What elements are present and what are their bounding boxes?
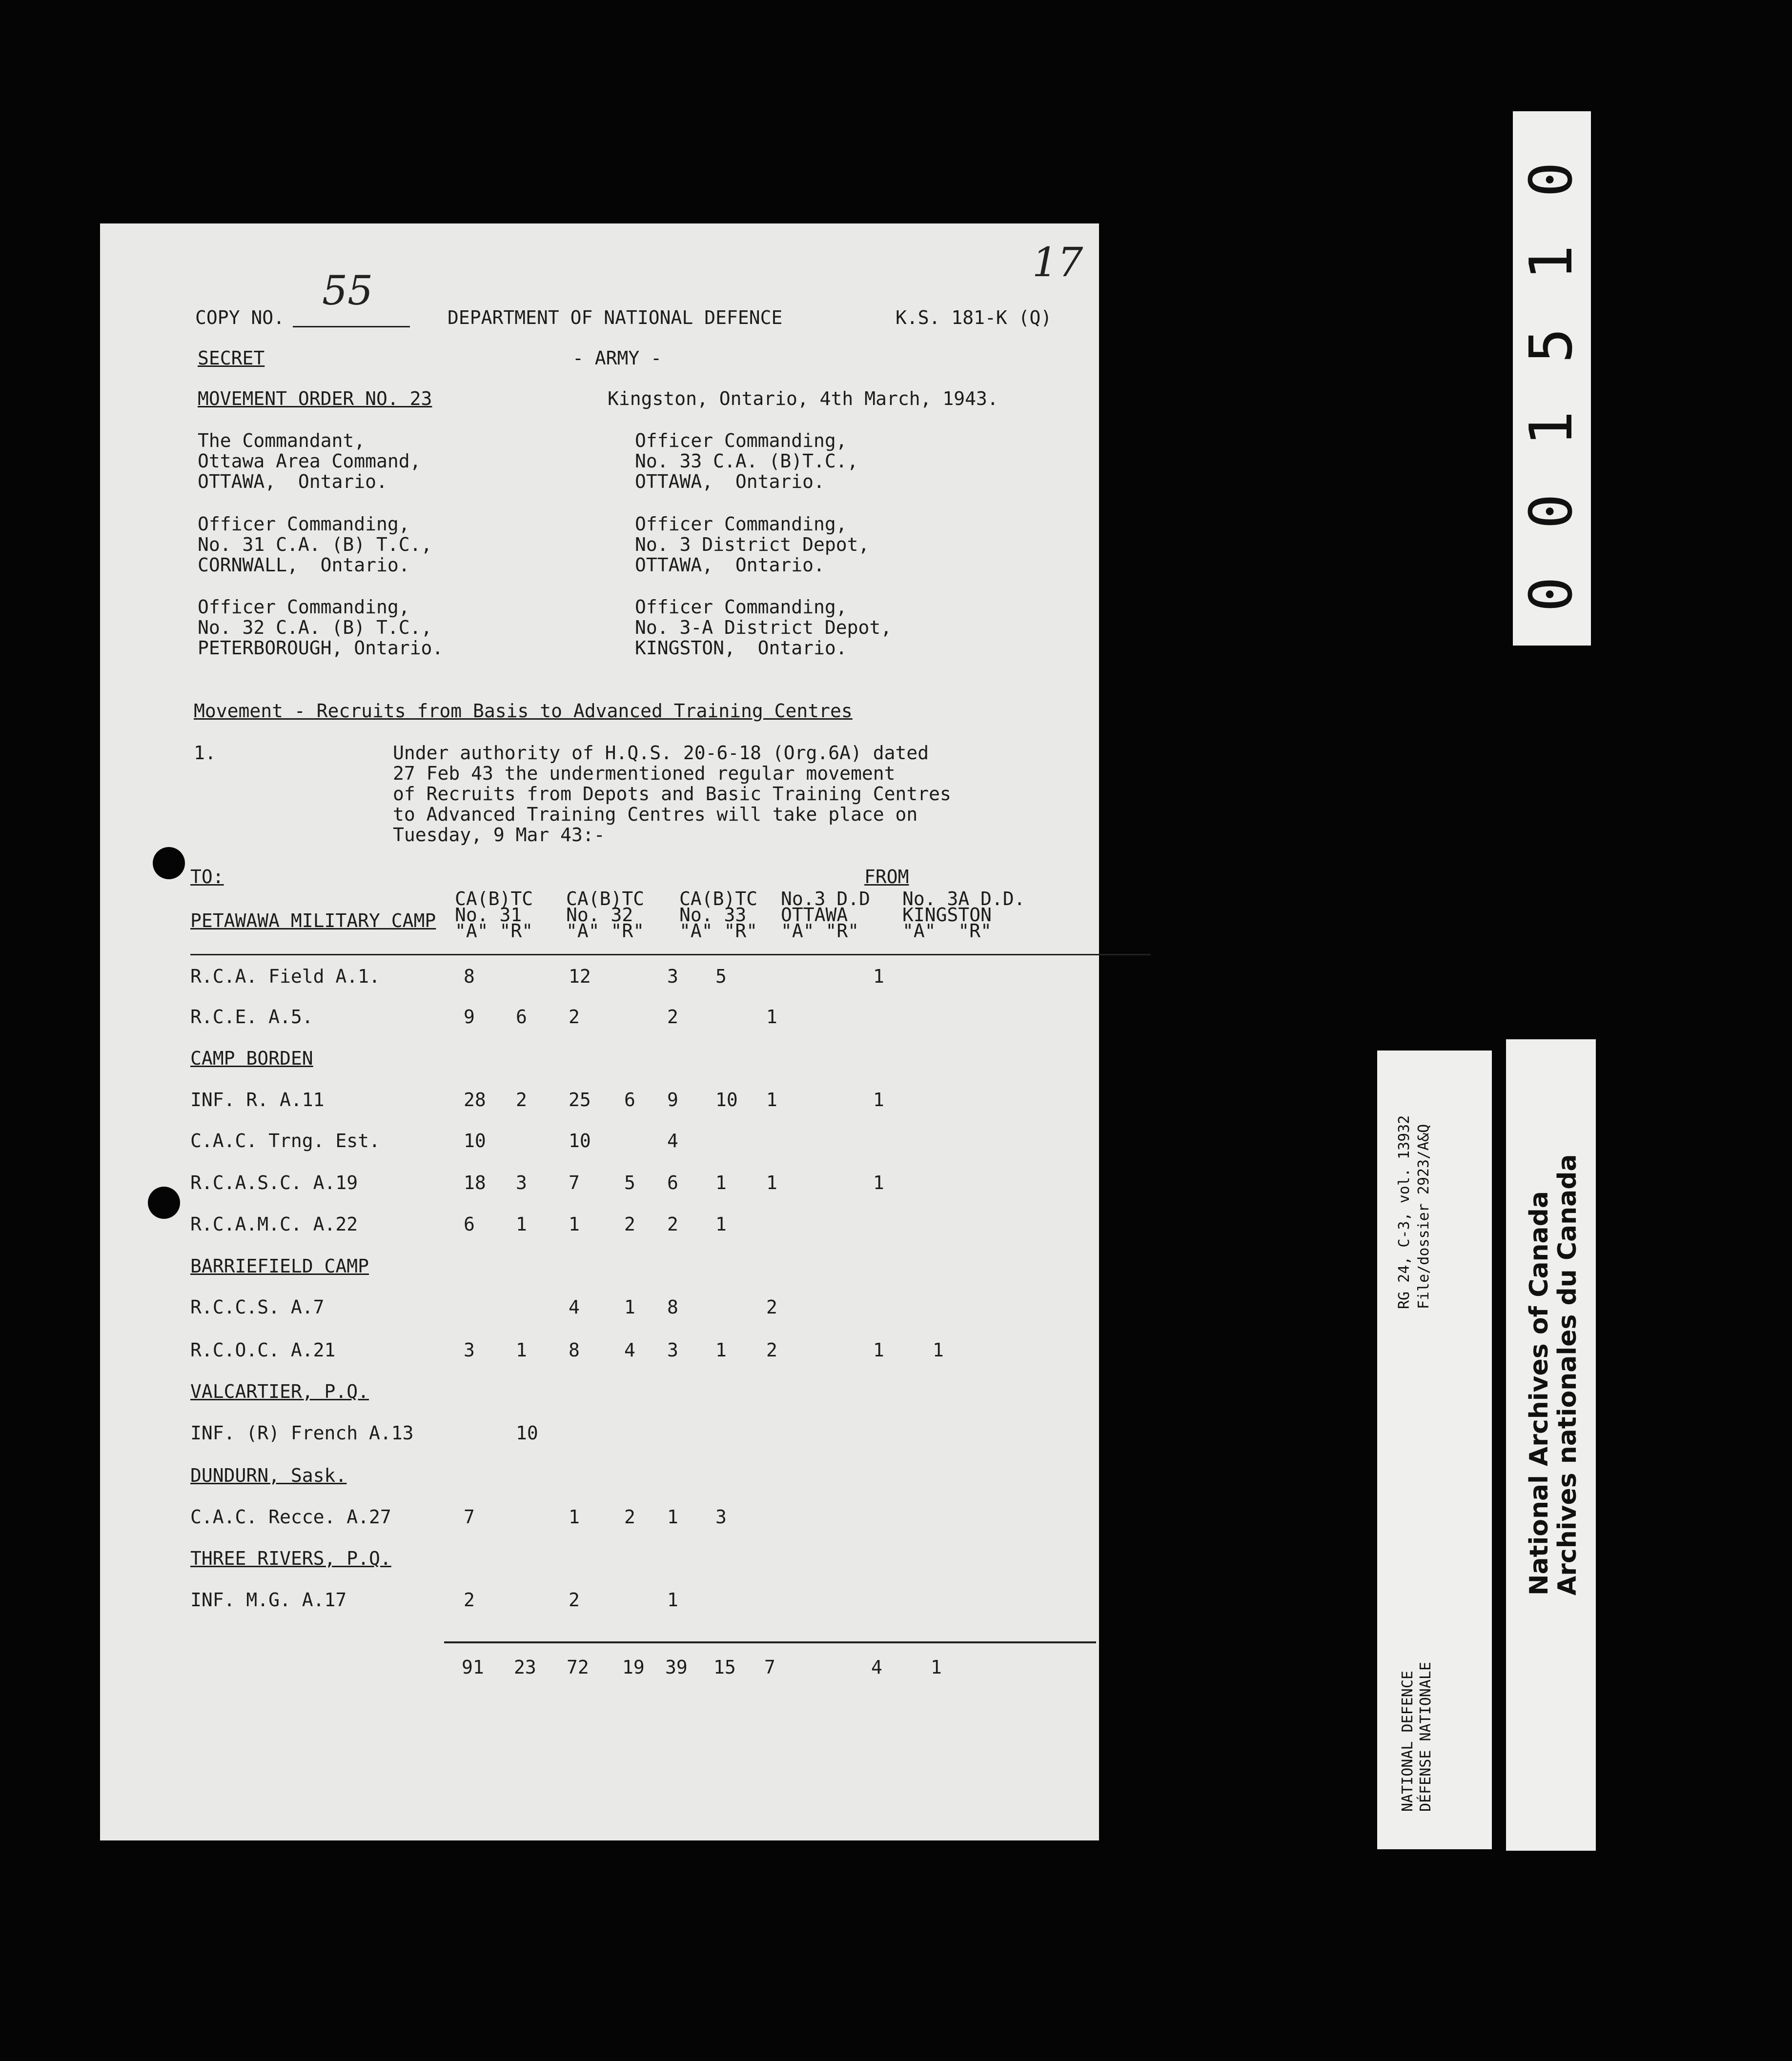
table-cell: 1 [624,1296,635,1318]
table-cell: 25 [569,1089,591,1111]
camp-heading: THREE RIVERS, P.Q. [190,1548,391,1569]
folio-number: 17 [1032,240,1083,286]
archives-name-english: National Archives of Canada [1525,1191,1554,1596]
archive-file: File/dossier 2923/A&Q [1415,1124,1432,1309]
table-cell: 18 [464,1172,486,1193]
table-cell: 2 [516,1089,527,1111]
addressee: Officer Commanding, No. 3 District Depot, OTTAWA, Ontario. [635,513,870,576]
unit-label: R.C.C.S. A.7 [190,1296,325,1318]
table-cell: 8 [569,1339,580,1361]
table-cell: 3 [516,1172,527,1193]
unit-label: INF. R. A.11 [190,1089,325,1111]
table-cell: 1 [715,1339,727,1361]
column-header: No.3 D.D OTTAWA "A" "R" [781,888,871,942]
table-cell: 8 [667,1296,678,1318]
table-cell: 1 [766,1172,777,1193]
stamp-digit: 1 [1518,410,1586,446]
archive-label-left [1377,1051,1492,1849]
table-cell: 1 [715,1213,727,1235]
table-cell: 2 [569,1589,580,1611]
unit-label: R.C.O.C. A.21 [190,1339,336,1361]
column-header: CA(B)TC No. 33 "A" "R" [679,888,758,942]
table-cell: 1 [667,1589,678,1611]
table-cell: 2 [766,1296,777,1318]
unit-label: C.A.C. Recce. A.27 [190,1506,391,1528]
from-label: FROM [864,866,909,888]
table-cell: 4 [569,1296,580,1318]
column-header: CA(B)TC No. 32 "A" "R" [566,888,645,942]
table-cell: 6 [464,1213,475,1235]
camp-heading: VALCARTIER, P.Q. [190,1381,369,1402]
unit-label: R.C.A.M.C. A.22 [190,1213,358,1235]
table-cell: 3 [715,1506,727,1528]
to-label: TO: [190,866,224,888]
table-cell: 2 [569,1006,580,1028]
reference-number: K.S. 181-K (Q) [896,307,1052,328]
table-cell: 1 [516,1213,527,1235]
punch-hole [153,847,185,879]
table-cell: 9 [464,1006,475,1028]
unit-label: C.A.C. Trng. Est. [190,1130,380,1152]
column-header: CA(B)TC No. 31 "A" "R" [455,888,533,942]
addressee: The Commandant, Ottawa Area Command, OTTAWA, Ontario. [198,430,421,492]
table-cell: 5 [624,1172,635,1193]
table-cell: 1 [873,1172,884,1193]
table-cell: 6 [667,1172,678,1193]
totals-rule [444,1641,1096,1643]
table-cell: 1 [715,1172,727,1193]
stamp-digit: 0 [1518,576,1586,612]
table-cell: 10 [516,1422,538,1444]
addressee: Officer Commanding, No. 33 C.A. (B)T.C., OTTAWA, Ontario. [635,430,858,492]
table-cell: 7 [464,1506,475,1528]
table-cell: 3 [667,966,678,987]
stamp-digit: 5 [1518,327,1586,364]
table-cell: 7 [569,1172,580,1193]
table-cell: 5 [715,966,727,987]
unit-label: R.C.A. Field A.1. [190,966,380,987]
table-cell: 2 [667,1006,678,1028]
document-page [100,223,1099,1840]
table-cell: 2 [667,1213,678,1235]
header-rule [190,954,1151,955]
table-cell: 2 [464,1589,475,1611]
camp-heading: PETAWAWA MILITARY CAMP [190,910,436,931]
total-cell: 7 [764,1657,775,1678]
unit-label: INF. (R) French A.13 [190,1422,414,1444]
dept-english: NATIONAL DEFENCE [1399,1671,1416,1812]
stamp-digit: 0 [1518,493,1586,529]
table-cell: 6 [624,1089,635,1111]
table-cell: 2 [624,1506,635,1528]
archive-label-right [1506,1039,1596,1851]
order-number: MOVEMENT ORDER NO. 23 [198,388,432,409]
addressee: Officer Commanding, No. 32 C.A. (B) T.C., PETERBOROUGH, Ontario. [198,596,444,659]
stamp-digit: 1 [1518,244,1586,281]
unit-label: R.C.E. A.5. [190,1006,313,1028]
table-cell: 4 [667,1130,678,1152]
table-cell: 2 [766,1339,777,1361]
table-cell: 2 [624,1213,635,1235]
copy-label: COPY NO. [195,307,285,328]
total-cell: 91 [462,1657,484,1678]
table-cell: 28 [464,1089,486,1111]
camp-heading: BARRIEFIELD CAMP [190,1255,369,1277]
table-cell: 1 [766,1006,777,1028]
copy-number-line [293,326,410,327]
table-cell: 6 [516,1006,527,1028]
paragraph-text: Under authority of H.Q.S. 20-6-18 (Org.6A) dated 27 Feb 43 the undermentioned regular movement of Recruits from Depots and Basic Training Centres to Advanced Training Centres will take place on Tuesday, 9 Mar 43:- [393,742,951,846]
table-cell: 1 [766,1089,777,1111]
camp-heading: CAMP BORDEN [190,1048,313,1069]
table-cell: 1 [933,1339,944,1361]
table-cell: 3 [667,1339,678,1361]
classification: SECRET [198,347,265,369]
table-cell: 1 [873,966,884,987]
table-cell: 1 [873,1339,884,1361]
total-cell: 4 [871,1657,882,1678]
total-cell: 15 [713,1657,736,1678]
table-cell: 12 [569,966,591,987]
copy-number: 55 [322,268,373,314]
table-cell: 1 [569,1506,580,1528]
table-cell: 1 [873,1089,884,1111]
table-cell: 1 [569,1213,580,1235]
total-cell: 19 [622,1657,645,1678]
punch-hole [148,1187,180,1219]
place-date: Kingston, Ontario, 4th March, 1943. [608,388,998,409]
dept-french: DÉFENSE NATIONALE [1417,1661,1434,1812]
service-label: - ARMY - [572,347,662,369]
table-cell: 10 [464,1130,486,1152]
unit-label: INF. M.G. A.17 [190,1589,347,1611]
total-cell: 39 [665,1657,688,1678]
camp-heading: DUNDURN, Sask. [190,1465,347,1486]
archive-reference: RG 24, C-3, vol. 13932 [1396,1115,1413,1309]
column-header: No. 3A D.D. KINGSTON "A" "R" [902,888,1025,942]
stamp-strip [1513,111,1591,646]
table-cell: 8 [464,966,475,987]
total-cell: 1 [931,1657,942,1678]
unit-label: R.C.A.S.C. A.19 [190,1172,358,1193]
table-cell: 1 [516,1339,527,1361]
table-cell: 4 [624,1339,635,1361]
archives-name-french: Archives nationales du Canada [1553,1154,1582,1596]
total-cell: 23 [514,1657,536,1678]
table-cell: 10 [569,1130,591,1152]
table-cell: 9 [667,1089,678,1111]
stamp-digit: 0 [1518,162,1586,198]
paragraph-number: 1. [194,742,216,764]
total-cell: 72 [567,1657,589,1678]
addressee: Officer Commanding, No. 3-A District Depot, KINGSTON, Ontario. [635,596,892,659]
subject-line: Movement - Recruits from Basis to Advanced Training Centres [194,700,853,722]
table-cell: 3 [464,1339,475,1361]
addressee: Officer Commanding, No. 31 C.A. (B) T.C., CORNWALL, Ontario. [198,513,432,576]
table-cell: 1 [667,1506,678,1528]
table-cell: 10 [715,1089,738,1111]
department-title: DEPARTMENT OF NATIONAL DEFENCE [448,307,783,328]
